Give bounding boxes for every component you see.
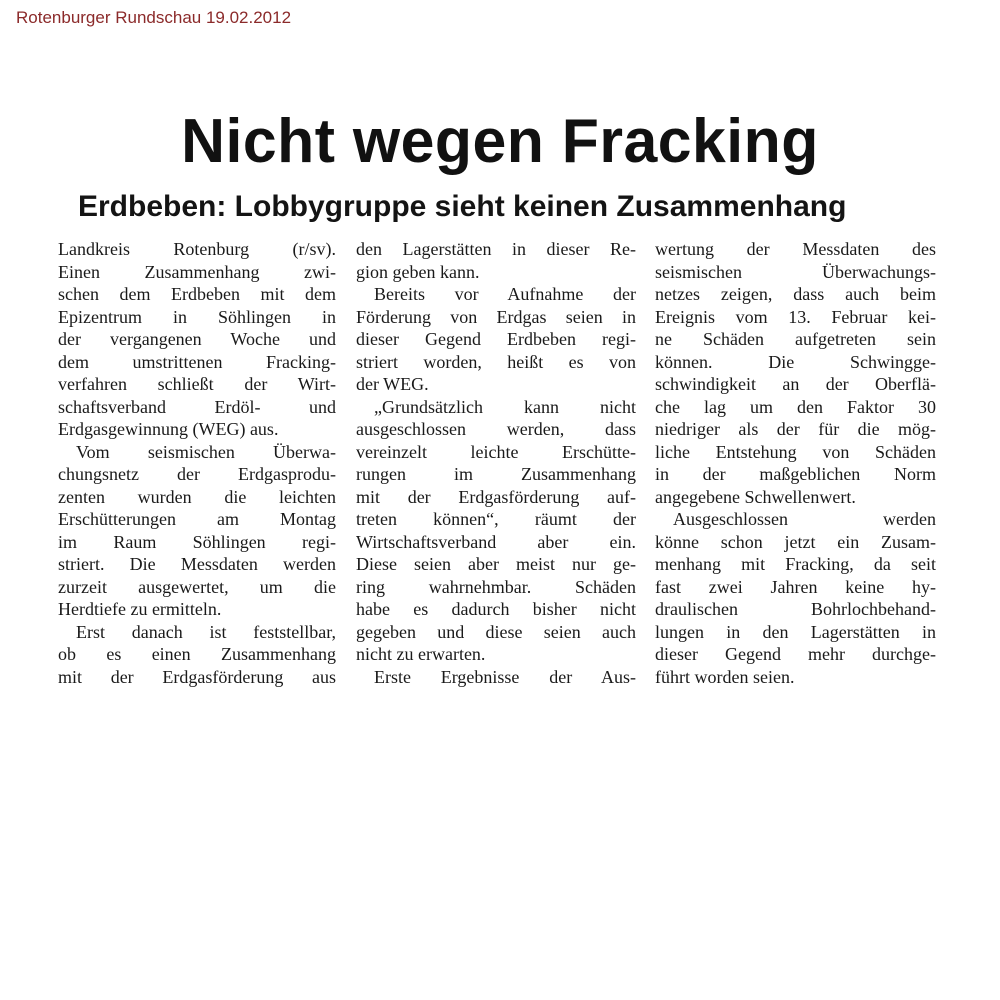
- text-line: mit der Erdgasförderung aus: [58, 666, 336, 687]
- text-line: striert worden, heißt es von: [356, 351, 636, 372]
- text-line: habe es dadurch bisher nicht: [356, 599, 636, 619]
- text-line: in der maßgeblichen Norm: [655, 464, 936, 484]
- text-line: der vergangenen Woche und: [58, 329, 336, 349]
- article-subheadline: Erdbeben: Lobbygruppe sieht keinen Zusammenhang: [78, 190, 847, 223]
- text-line: nicht zu erwarten.: [356, 644, 486, 664]
- text-line: den Lagerstätten in dieser Re-: [356, 239, 636, 259]
- article-column-1: [58, 238, 336, 688]
- text-line: dieser Gegend mehr durchge-: [655, 644, 936, 664]
- text-line: zenten wurden die leichten: [58, 486, 336, 507]
- text-line: Diese seien aber meist nur ge-: [356, 554, 636, 574]
- text-line: ausgeschlossen werden, dass: [356, 419, 636, 439]
- text-line: dieser Gegend Erdbeben regi-: [356, 329, 636, 349]
- text-line: zurzeit ausgewertet, um die: [58, 576, 336, 597]
- text-line: schaftsverband Erdöl- und: [58, 396, 336, 417]
- text-line: liche Entstehung von Schäden: [655, 441, 936, 462]
- text-line: lungen in den Lagerstätten in: [655, 621, 936, 642]
- text-line: ne Schäden aufgetreten sein: [655, 329, 936, 349]
- text-line: Förderung von Erdgas seien in: [356, 306, 636, 327]
- text-line: der WEG.: [356, 374, 429, 394]
- text-line: Erdgasgewinnung (WEG) aus.: [58, 419, 279, 439]
- text-line: Einen Zusammenhang zwi-: [58, 261, 336, 282]
- text-line: striert. Die Messdaten werden: [58, 554, 336, 574]
- article-column-2: [356, 238, 636, 688]
- text-line: Ereignis vom 13. Februar kei-: [655, 306, 936, 327]
- source-caption: Rotenburger Rundschau 19.02.2012: [16, 8, 292, 27]
- text-line: Wirtschaftsverband aber ein.: [356, 531, 636, 552]
- text-line: Erst danach ist feststellbar,: [76, 621, 336, 642]
- text-line: Epizentrum in Söhlingen in: [58, 306, 336, 327]
- text-line: vereinzelt leichte Erschütte-: [356, 441, 636, 462]
- text-line: rungen im Zusammenhang: [356, 464, 636, 484]
- text-line: menhang mit Fracking, da seit: [655, 554, 936, 574]
- text-line: gion geben kann.: [356, 261, 480, 282]
- text-line: könne schon jetzt ein Zusam-: [655, 531, 936, 552]
- text-line: ring wahrnehmbar. Schäden: [356, 576, 636, 597]
- text-line: schen dem Erdbeben mit dem: [58, 284, 336, 304]
- article-headline: Nicht wegen Fracking: [181, 107, 819, 176]
- text-line: draulischen Bohrlochbehand-: [655, 599, 936, 619]
- text-line: wertung der Messdaten des: [655, 239, 936, 259]
- article-column-3: [655, 238, 936, 688]
- text-line: Erste Ergebnisse der Aus-: [374, 666, 636, 687]
- text-line: „Grundsätzlich kann nicht: [374, 396, 636, 417]
- text-line: Vom seismischen Überwa-: [76, 441, 336, 462]
- text-line: fast zwei Jahren keine hy-: [655, 576, 936, 597]
- text-line: netzes zeigen, dass auch beim: [655, 284, 936, 304]
- text-line: schwindigkeit an der Oberflä-: [655, 374, 936, 394]
- text-line: gegeben und diese seien auch: [356, 621, 636, 642]
- text-line: Erschütterungen am Montag: [58, 509, 336, 529]
- text-line: niedriger als der für die mög-: [655, 419, 936, 439]
- text-line: führt worden seien.: [655, 666, 795, 687]
- text-line: können. Die Schwingge-: [655, 351, 936, 372]
- text-line: verfahren schließt der Wirt-: [58, 374, 336, 394]
- text-line: chungsnetz der Erdgasprodu-: [58, 464, 336, 484]
- text-line: treten können“, räumt der: [356, 509, 636, 529]
- text-line: angegebene Schwellenwert.: [655, 486, 856, 507]
- text-line: che lag um den Faktor 30: [655, 396, 936, 417]
- text-line: ob es einen Zusammenhang: [58, 644, 336, 664]
- text-line: Landkreis Rotenburg (r/sv).: [58, 239, 336, 259]
- text-line: Ausgeschlossen werden: [673, 509, 936, 529]
- text-line: mit der Erdgasförderung auf-: [356, 486, 636, 507]
- text-line: seismischen Überwachungs-: [655, 261, 936, 282]
- text-line: Herdtiefe zu ermitteln.: [58, 599, 222, 619]
- text-line: Bereits vor Aufnahme der: [374, 284, 636, 304]
- text-line: dem umstrittenen Fracking-: [58, 351, 336, 372]
- text-line: im Raum Söhlingen regi-: [58, 531, 336, 552]
